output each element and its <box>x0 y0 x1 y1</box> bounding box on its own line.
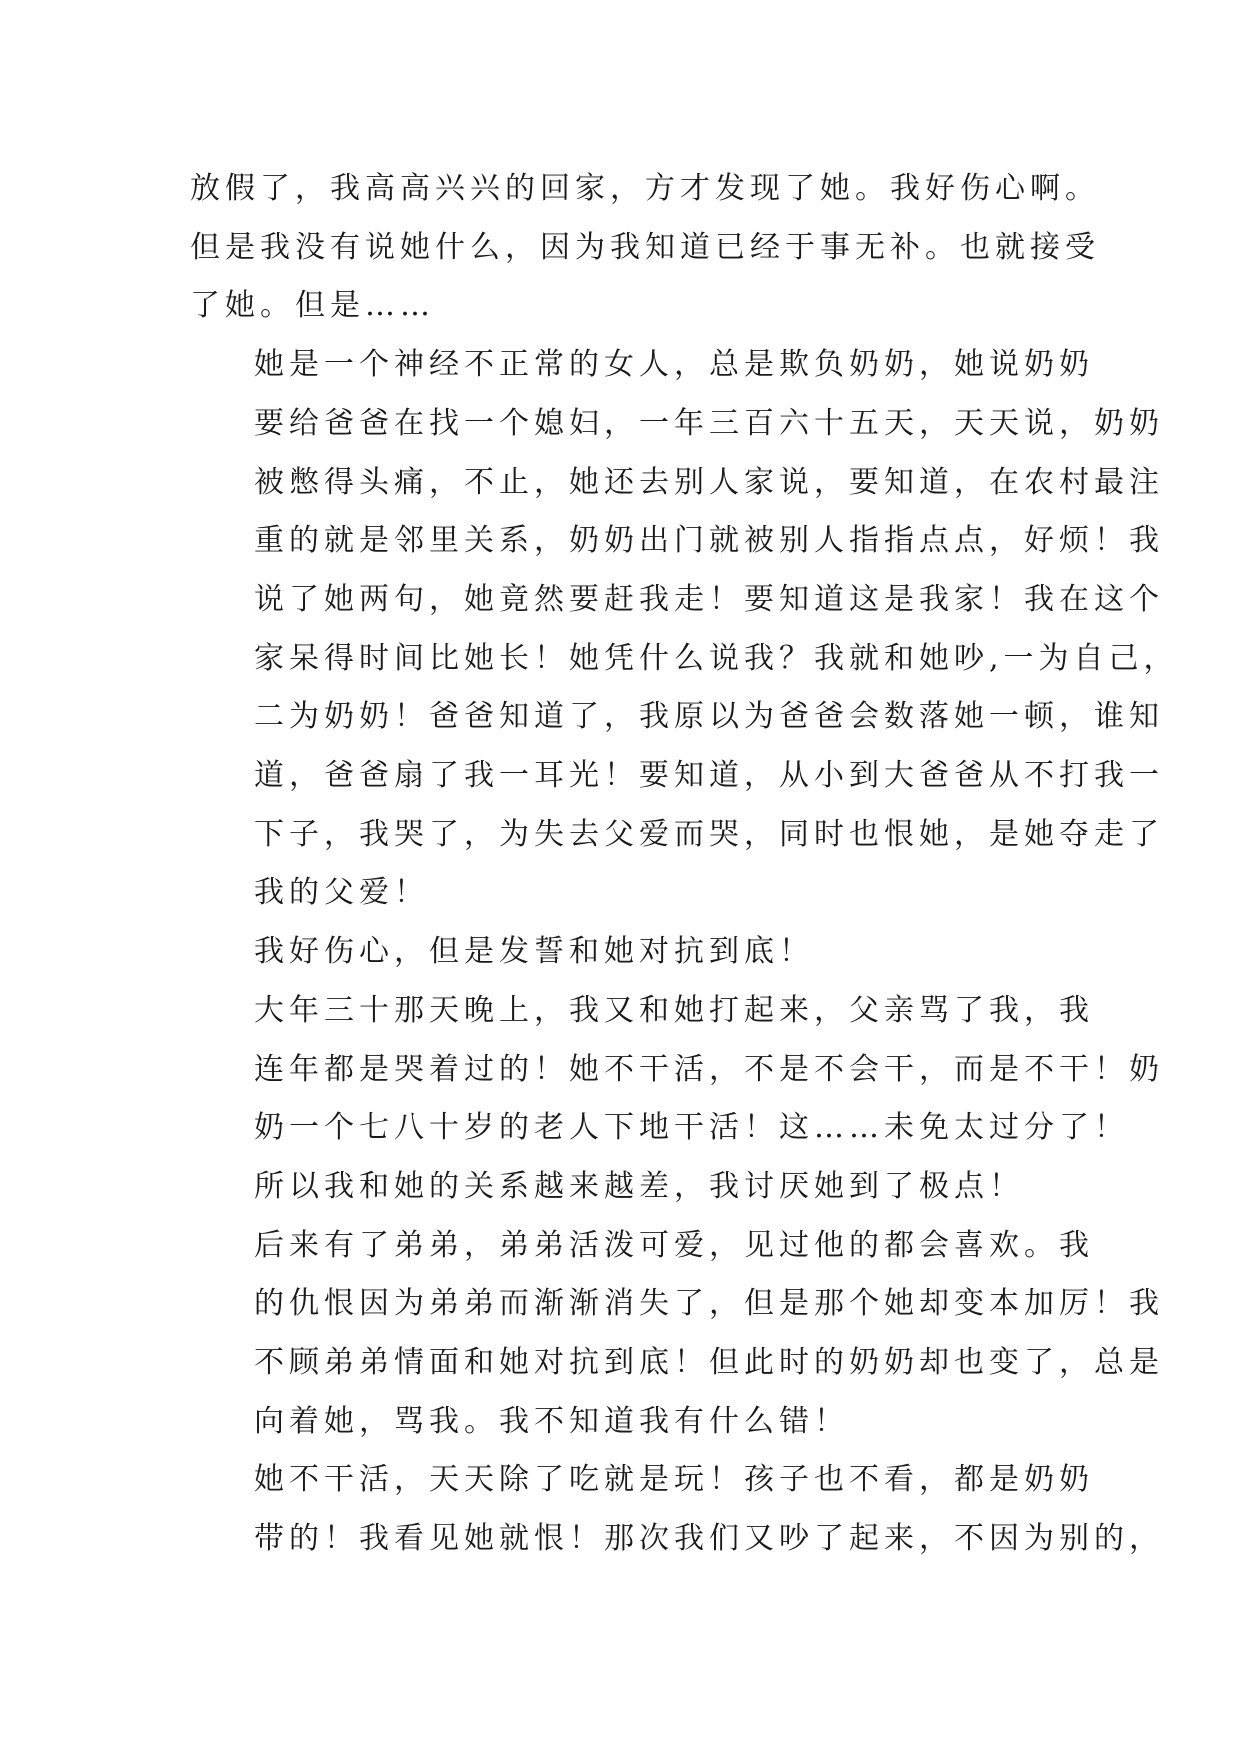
text-line: 放假了，我高高兴兴的回家，方才发现了她。我好伤心啊。 <box>190 171 1100 206</box>
paragraph <box>190 982 1164 1217</box>
paragraph <box>190 923 1070 982</box>
text-line: 的仇恨因为弟弟而渐渐消失了，但是那个她却变本加厉！我 <box>254 1286 1164 1322</box>
text-line: 她不干活，天天除了吃就是玩！孩子也不看，都是奶奶 <box>254 1462 1094 1498</box>
paragraph <box>190 1217 1164 1452</box>
text-line: 大年三十那天晚上，我又和她打起来，父亲骂了我，我 <box>254 992 1094 1028</box>
text-line: 但是我没有说她什么，因为我知道已经于事无补。也就接受 <box>190 229 1100 265</box>
paragraph <box>190 1451 1164 1568</box>
text-line: 了她。但是…… <box>190 288 435 324</box>
document-body <box>190 160 1179 1569</box>
text-line: 向着她，骂我。我不知道我有什么错！ <box>254 1403 849 1439</box>
text-line: 下子，我哭了，为失去父爱而哭，同时也恨她，是她夺走了 <box>254 816 1164 852</box>
text-line: 二为奶奶！爸爸知道了，我原以为爸爸会数落她一顿，谁知 <box>254 699 1164 735</box>
text-line: 所以我和她的关系越来越差，我讨厌她到了极点！ <box>254 1168 1024 1204</box>
text-line: 说了她两句，她竟然要赶我走！要知道这是我家！我在这个 <box>254 581 1164 617</box>
text-line: 我的父爱！ <box>254 875 429 911</box>
text-line: 她是一个神经不正常的女人，总是欺负奶奶，她说奶奶 <box>254 347 1094 383</box>
text-line: 重的就是邻里关系，奶奶出门就被别人指指点点，好烦！我 <box>254 523 1164 559</box>
text-line: 带的！我看见她就恨！那次我们又吵了起来，不因为别的， <box>254 1521 1164 1557</box>
text-line: 被憋得头痛，不止，她还去别人家说，要知道，在农村最注 <box>254 464 1164 500</box>
text-line: 要给爸爸在找一个媳妇，一年三百六十五天，天天说，奶奶 <box>254 405 1164 441</box>
paragraph <box>190 336 1179 923</box>
text-line: 后来有了弟弟，弟弟活泼可爱，见过他的都会喜欢。我 <box>254 1227 1094 1263</box>
text-line: 道，爸爸扇了我一耳光！要知道，从小到大爸爸从不打我一 <box>254 758 1164 794</box>
text-line: 家呆得时间比她长！她凭什么说我？我就和她吵,一为自己， <box>254 640 1179 676</box>
text-line: 奶一个七八十岁的老人下地干活！这……未免太过分了！ <box>254 1110 1129 1146</box>
text-line: 不顾弟弟情面和她对抗到底！但此时的奶奶却也变了，总是 <box>254 1345 1164 1381</box>
text-line: 连年都是哭着过的！她不干活，不是不会干，而是不干！奶 <box>254 1051 1164 1087</box>
text-line: 我好伤心，但是发誓和她对抗到底！ <box>254 934 814 970</box>
paragraph <box>190 160 1100 336</box>
